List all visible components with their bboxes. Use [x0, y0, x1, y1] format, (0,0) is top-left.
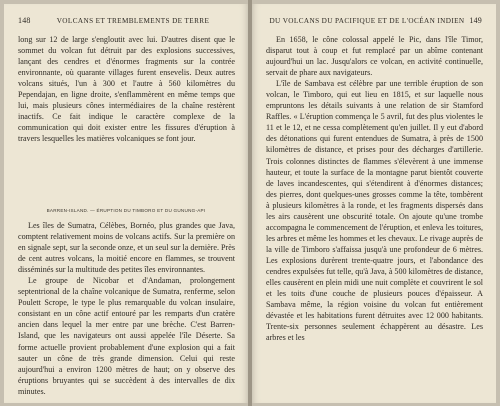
left-body-bottom	[18, 220, 235, 397]
left-page-header	[18, 16, 234, 26]
left-page	[4, 4, 248, 403]
right-body	[266, 34, 483, 343]
paragraph: L'île de Sambava est célèbre par une terrible éruption de son volcan, le Timboro, qui eut lieu en 1815, et sur laquelle nous empruntons les détails suivants à une relation de sir Stamford Raffles. « L'éruption commença le 5 avril, fut des plus violentes le 11 et le 12, et ne cessa complètement qu'en juillet. Il y eut d'abord des détonations qui furent entendues de Sumatra, à près de 1500 kilomètres de distance, et prises pour des décharges d'artillerie. Trois colonnes distinctes de flammes s'élevèrent à une immense hauteur, et toute la surface de la montagne parut bientôt couverte de laves incandescentes, qui s'étendirent à d'énormes distances; des pierres, dont quelques-unes grosses comme la tête, tombèrent à plusieurs kilomètres à la ronde, et les fragments dispersés dans les airs causèrent une obscurité totale. On ajoute qu'une trombe accompagna le commencement de l'éruption, et enleva les toitures, les arbres et même les hommes et les chevaux. Le rivage auprès de la ville de Timboro s'affaissa jusqu'à une profondeur de 6 mètres. Les explosions durèrent trente-quatre jours, et l'abondance des cendres expulsées fut telle, qu'à Java, à 500 kilomètres de distance, elles causèrent en plein midi une nuit complète et couvrirent le sol et les toits d'une couche de plusieurs pouces d'épaisseur. A Sambava même, la région voisine du volcan fut entièrement dévastée et les habitations furent détruites avec 12 000 habitants. Trente-six personnes seulement échappèrent au désastre. Les arbres et les	[266, 79, 483, 343]
page-number: 149	[469, 16, 482, 25]
paragraph: En 1658, le cône colossal appelé le Pic, dans l'île Timor, disparut tout à coup et fut remplacé par un abîme contenant aujourd'hui un lac. Jusqu'alors ce volcan, en activité continuelle, servait de phare aux navigateurs.	[266, 35, 483, 78]
right-page-header	[266, 16, 482, 26]
paragraph: long sur 12 de large s'engloutit avec lui. D'autres disent que le sommet du volcan fut détruit par des explosions successives, lançant des cendres et d'énormes fragments sur la contrée environnante, où quarante villages furent ensevelis. Deux autres volcans situés, l'un à 300 et l'autre à 560 kilomètres du Pependajan, en ligne droite, s'enflammèrent en même temps que lui, mais plusieurs cônes intermédiaires de la chaîne restèrent inactifs. Ce fait indique le caractère complexe de la communication qui doit exister entre les fissures d'éruption à travers lesquelles les matières volcaniques se font jour.	[18, 35, 235, 144]
paragraph: Les îles de Sumatra, Célèbes, Bornéo, plus grandes que Java, comptent relativement moins de volcans actifs. Sur la première on en signale sept, sur la seconde onze, et un seul sur la dernière. Près de cent autres volcans, la moitié encore en flammes, se trouvent disséminés sur la multitude des petites îles environnantes.	[18, 221, 235, 275]
page-number: 148	[18, 16, 31, 25]
running-title: VOLCANS ET TREMBLEMENTS DE TERRE	[56, 17, 210, 25]
paragraph: Le groupe de Nicobar et d'Andaman, prolongement septentrional de la chaîne volcanique de Sumatra, renferme, selon Poulett Scrope, le type le plus remarquable du volcan insulaire, consistant en un cône actif entouré par les remparts d'un cratère ancien dans lequel la mer entre par une brèche. C'est Barren-Island, que les navigateurs ont aussi appelée l'île Déserte. Sa forme actuelle provient probablement d'une explosion qui a fait sauter un cône de très grande dimension. Celui qui reste aujourd'hui a environ 1200 mètres de haut; on y observe des éruptions bruyantes qui se succèdent à des intervalles de dix minutes.	[18, 276, 235, 396]
illustration-caption: BARREN-ISLAND. — ÉRUPTION DU TIMBORO ET DU GUNUNG-API	[46, 208, 206, 213]
running-title: DU VOLCANS DU PACIFIQUE ET DE L'OCÉAN INDIEN	[269, 17, 465, 25]
left-body-top	[18, 34, 235, 144]
right-page	[252, 4, 496, 403]
